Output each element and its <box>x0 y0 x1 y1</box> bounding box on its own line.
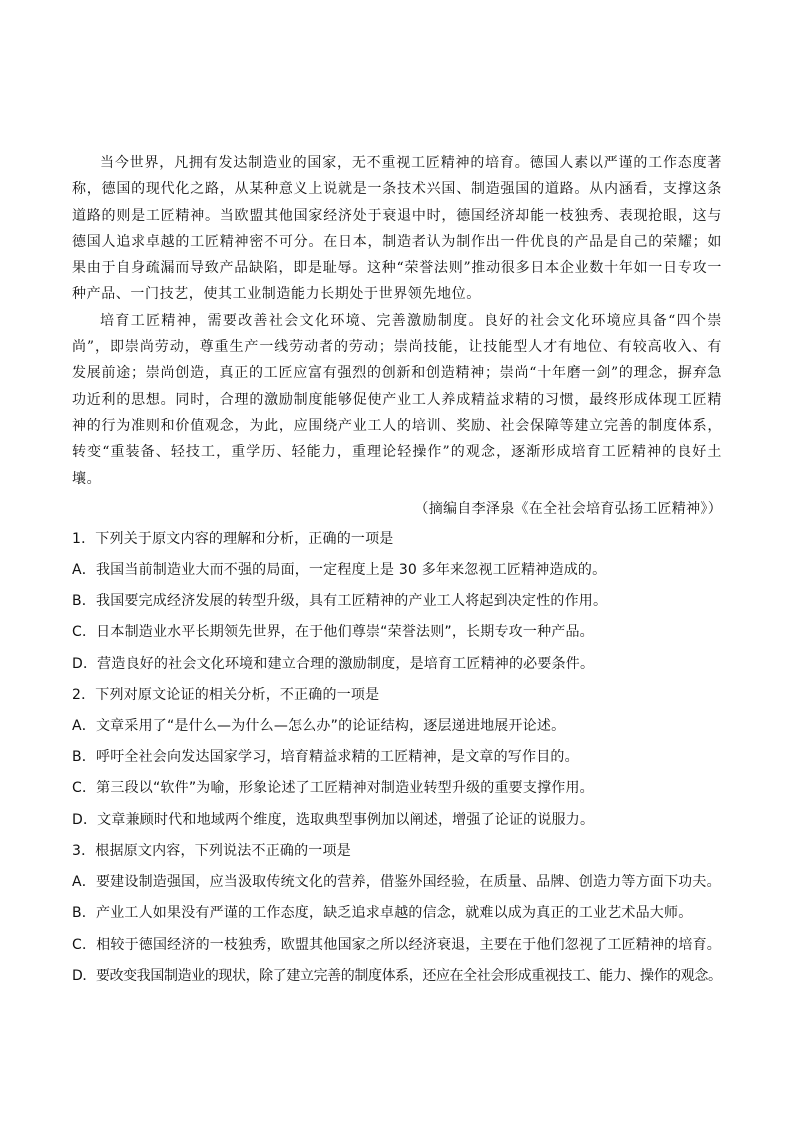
passage-source: （摘编自李泽泉《在全社会培育弘扬工匠精神》） <box>414 500 722 517</box>
option-a: A．我国当前制造业大而不强的局面，一定程度上是 30 多年来忽视工匠精神造成的。 <box>72 562 607 579</box>
option-c: C．第三段以“软件”为喻，形象论述了工匠精神对制造业转型升级的重要支撑作用。 <box>72 780 594 797</box>
question-2 <box>72 680 722 836</box>
question-stem: 2．下列对原文论证的相关分析，不正确的一项是 <box>72 686 380 703</box>
option-b: B．我国要完成经济发展的转型升级，具有工匠精神的产业工人将起到决定性的作用。 <box>72 593 608 610</box>
option-d: D．文章兼顾时代和地域两个维度，选取典型事例加以阐述，增强了论证的说服力。 <box>72 811 595 828</box>
question-stem: 3．根据原文内容，下列说法不正确的一项是 <box>72 842 351 859</box>
option-a: A．文章采用了“是什么—为什么—怎么办”的论证结构，逐层递进地展开论述。 <box>72 718 566 735</box>
option-c: C．相较于德国经济的一枝独秀，欧盟其他国家之所以经济衰退，主要在于他们忽视了工匠精神的培育。 <box>72 936 721 953</box>
option-b: B．产业工人如果没有严谨的工作态度，缺乏追求卓越的信念，就难以成为真正的工业艺术品大师。 <box>72 905 693 922</box>
passage-paragraph-1: 当今世界，凡拥有发达制造业的国家，无不重视工匠精神的培育。德国人素以严谨的工作态度著称，德国的现代化之路，从某种意义上说就是一条技术兴国、制造强国的道路。从内涵看，支撑这条道路的则是工匠精神。当欧盟其他国家经济处于衰退中时，德国经济却能一枝独秀、表现抢眼，这与德国人追求卓越的工匠精神密不可分。在日本，制造者认为制作出一件优良的产品是自己的荣耀；如果由于自身疏漏而导致产品缺陷，即是耻辱。这种“荣誉法则”推动很多日本企业数十年如一日专攻一种产品、一门技艺，使其工业制造能力长期处于世界领先地位。 <box>72 155 722 303</box>
reading-passage <box>72 150 722 522</box>
option-b: B．呼吁全社会向发达国家学习，培育精益求精的工匠精神，是文章的写作目的。 <box>72 749 579 766</box>
option-a: A．要建设制造强国，应当汲取传统文化的营养，借鉴外国经验，在质量、品牌、创造力等方面下功夫。 <box>72 874 721 891</box>
passage-paragraph-2: 培育工匠精神，需要改善社会文化环境、完善激励制度。良好的社会文化环境应具备“四个崇尚”，即崇尚劳动，尊重生产一线劳动者的劳动；崇尚技能，让技能型人才有地位、有较高收入、有发展前途；崇尚创造，真正的工匠应富有强烈的创新和创造精神；崇尚“十年磨一剑”的理念，摒弃急功近利的思想。同时，合理的激励制度能够促使产业工人养成精益求精的习惯，最终形成体现工匠精神的行为准则和价值观念，为此，应围绕产业工人的培训、奖励、社会保障等建立完善的制度体系，转变“重装备、轻技工，重学历、轻能力，重理论轻操作”的观念，逐渐形成培育工匠精神的良好土壤。 <box>72 312 722 487</box>
document-page <box>72 150 722 992</box>
option-d: D．营造良好的社会文化环境和建立合理的激励制度，是培育工匠精神的必要条件。 <box>72 655 595 672</box>
option-c: C．日本制造业水平长期领先世界，在于他们尊崇“荣誉法则”，长期专攻一种产品。 <box>72 624 594 641</box>
option-d: D．要改变我国制造业的现状，除了建立完善的制度体系，还应在全社会形成重视技工、能力、操作的观念。 <box>72 967 722 984</box>
question-1 <box>72 524 722 680</box>
question-stem: 1．下列关于原文内容的理解和分析，正确的一项是 <box>72 530 394 547</box>
question-3 <box>72 836 722 992</box>
